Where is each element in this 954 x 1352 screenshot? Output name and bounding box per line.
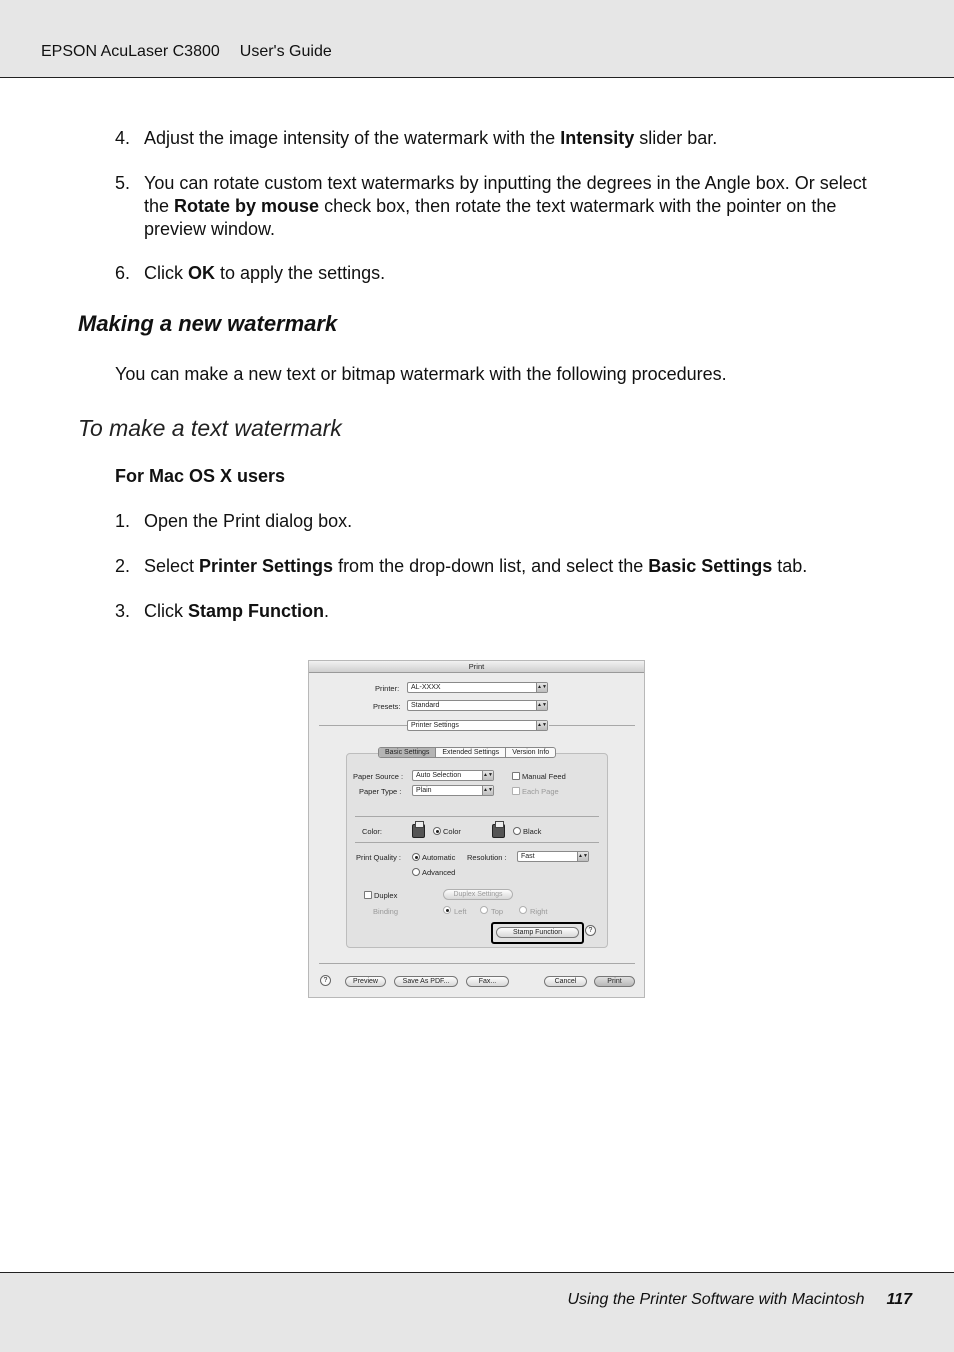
mac-step-1 — [115, 510, 885, 533]
advanced-radio[interactable] — [412, 868, 420, 876]
binding-top-label: Top — [491, 907, 504, 916]
step-number: 5. — [115, 173, 131, 193]
step-text: from the drop-down list, and select the — [333, 556, 649, 576]
cancel-button[interactable]: Cancel — [544, 976, 587, 987]
black-radio[interactable] — [513, 827, 521, 835]
resolution-label: Resolution : — [467, 853, 507, 862]
each-page-label: Each Page — [522, 787, 559, 796]
paper-type-label: Paper Type : — [359, 787, 402, 796]
header-guide: User's Guide — [239, 43, 332, 60]
chevron-updown-icon: ▲▼ — [483, 787, 493, 793]
header-text — [41, 43, 332, 61]
step-number: 2. — [115, 556, 131, 576]
step-number: 6. — [115, 263, 131, 283]
step-5 — [115, 172, 885, 241]
print-quality-label: Print Quality : — [356, 853, 402, 862]
binding-right-label: Right — [530, 907, 548, 916]
binding-top-radio[interactable] — [480, 906, 488, 914]
section-heading: Making a new watermark — [78, 311, 338, 336]
stamp-function-button[interactable]: Stamp Function — [496, 927, 579, 938]
tab-basic-settings[interactable]: Basic Settings — [379, 748, 436, 757]
step-4 — [115, 127, 885, 150]
mac-step-3 — [115, 600, 885, 623]
step-text: check box, then rotate the text watermark with the pointer on the preview window. — [144, 196, 837, 239]
printer-value: AL-XXXX — [411, 684, 441, 691]
step-text: Adjust the image intensity of the watermark with the — [144, 128, 561, 148]
divider — [355, 816, 599, 817]
automatic-label: Automatic — [422, 853, 456, 862]
divider — [549, 725, 635, 726]
paper-type-value: Plain — [416, 787, 432, 794]
page-footer — [0, 1272, 954, 1352]
chevron-updown-icon: ▲▼ — [537, 702, 547, 708]
step-text: Select — [144, 556, 200, 576]
paper-type-select[interactable] — [412, 785, 494, 796]
presets-label: Presets: — [373, 702, 401, 711]
divider — [355, 842, 599, 843]
color-option-label: Color — [443, 827, 461, 836]
step-bold: Stamp Function — [188, 601, 324, 621]
preview-button[interactable]: Preview — [345, 976, 386, 987]
step-bold: OK — [188, 263, 215, 283]
page-number: 117 — [886, 1291, 912, 1308]
printer-label: Printer: — [375, 684, 400, 693]
manual-feed-label: Manual Feed — [522, 772, 566, 781]
mac-step-2 — [115, 555, 885, 578]
help-icon[interactable]: ? — [320, 975, 331, 986]
black-printer-icon — [492, 824, 505, 838]
step-text: Click — [144, 601, 188, 621]
step-bold: Rotate by mouse — [174, 196, 320, 216]
print-dialog — [308, 660, 645, 998]
help-icon[interactable]: ? — [585, 925, 596, 936]
header-product: EPSON AcuLaser C3800 — [41, 43, 220, 60]
step-text: You can rotate custom text watermarks by inputting the degrees in the Angle box. Or select the — [144, 173, 867, 216]
advanced-label: Advanced — [422, 868, 456, 877]
divider — [319, 963, 635, 964]
presets-value: Standard — [411, 702, 440, 709]
resolution-value: Fast — [521, 853, 535, 860]
tab-extended-settings[interactable]: Extended Settings — [436, 748, 506, 757]
panel-select[interactable] — [407, 720, 548, 731]
save-as-pdf-button[interactable]: Save As PDF... — [394, 976, 458, 987]
step-6 — [115, 262, 885, 285]
step-text: Click — [144, 263, 188, 283]
step-bold: Printer Settings — [199, 556, 334, 576]
presets-select[interactable] — [407, 700, 548, 711]
step-bold: Intensity — [560, 128, 635, 148]
each-page-checkbox[interactable] — [512, 787, 520, 795]
resolution-select[interactable] — [517, 851, 589, 862]
color-printer-icon — [412, 824, 425, 838]
mac-heading: For Mac OS X users — [115, 466, 286, 486]
black-option-label: Black — [523, 827, 542, 836]
binding-left-radio[interactable] — [443, 906, 451, 914]
panel-value: Printer Settings — [411, 722, 459, 729]
footer-chapter: Using the Printer Software with Macintosh — [567, 1291, 865, 1308]
chevron-updown-icon: ▲▼ — [537, 684, 547, 690]
dialog-title: Print — [309, 661, 644, 673]
chevron-updown-icon: ▲▼ — [578, 853, 588, 859]
color-label: Color: — [362, 827, 383, 836]
paper-source-select[interactable] — [412, 770, 494, 781]
sub-heading: To make a text watermark — [78, 415, 342, 441]
binding-left-label: Left — [454, 907, 467, 916]
fax-button[interactable]: Fax... — [466, 976, 509, 987]
step-text: tab. — [772, 556, 808, 576]
step-text: slider bar. — [634, 128, 718, 148]
manual-feed-checkbox[interactable] — [512, 772, 520, 780]
step-number: 3. — [115, 601, 131, 621]
chevron-updown-icon: ▲▼ — [483, 772, 493, 778]
step-bold: Basic Settings — [648, 556, 773, 576]
page-header — [0, 0, 954, 78]
duplex-checkbox[interactable] — [364, 891, 372, 899]
divider — [319, 725, 407, 726]
paper-source-value: Auto Selection — [416, 772, 462, 779]
binding-right-radio[interactable] — [519, 906, 527, 914]
footer-text — [567, 1291, 912, 1309]
step-number: 1. — [115, 511, 131, 531]
section-intro: You can make a new text or bitmap watermark with the following procedures. — [115, 364, 727, 384]
tab-bar — [378, 747, 556, 758]
chevron-updown-icon: ▲▼ — [537, 722, 547, 728]
automatic-radio[interactable] — [412, 853, 420, 861]
print-button[interactable]: Print — [594, 976, 635, 987]
step-text: to apply the settings. — [215, 263, 386, 283]
tab-version-info[interactable]: Version Info — [512, 749, 550, 756]
step-number: 4. — [115, 128, 131, 148]
duplex-label: Duplex — [374, 891, 398, 900]
step-text: . — [324, 601, 330, 621]
step-text: Open the Print dialog box. — [144, 511, 353, 531]
binding-label: Binding — [373, 907, 399, 916]
paper-source-label: Paper Source : — [353, 772, 404, 781]
duplex-settings-button[interactable]: Duplex Settings — [443, 889, 513, 900]
color-radio[interactable] — [433, 827, 441, 835]
printer-select[interactable] — [407, 682, 548, 693]
